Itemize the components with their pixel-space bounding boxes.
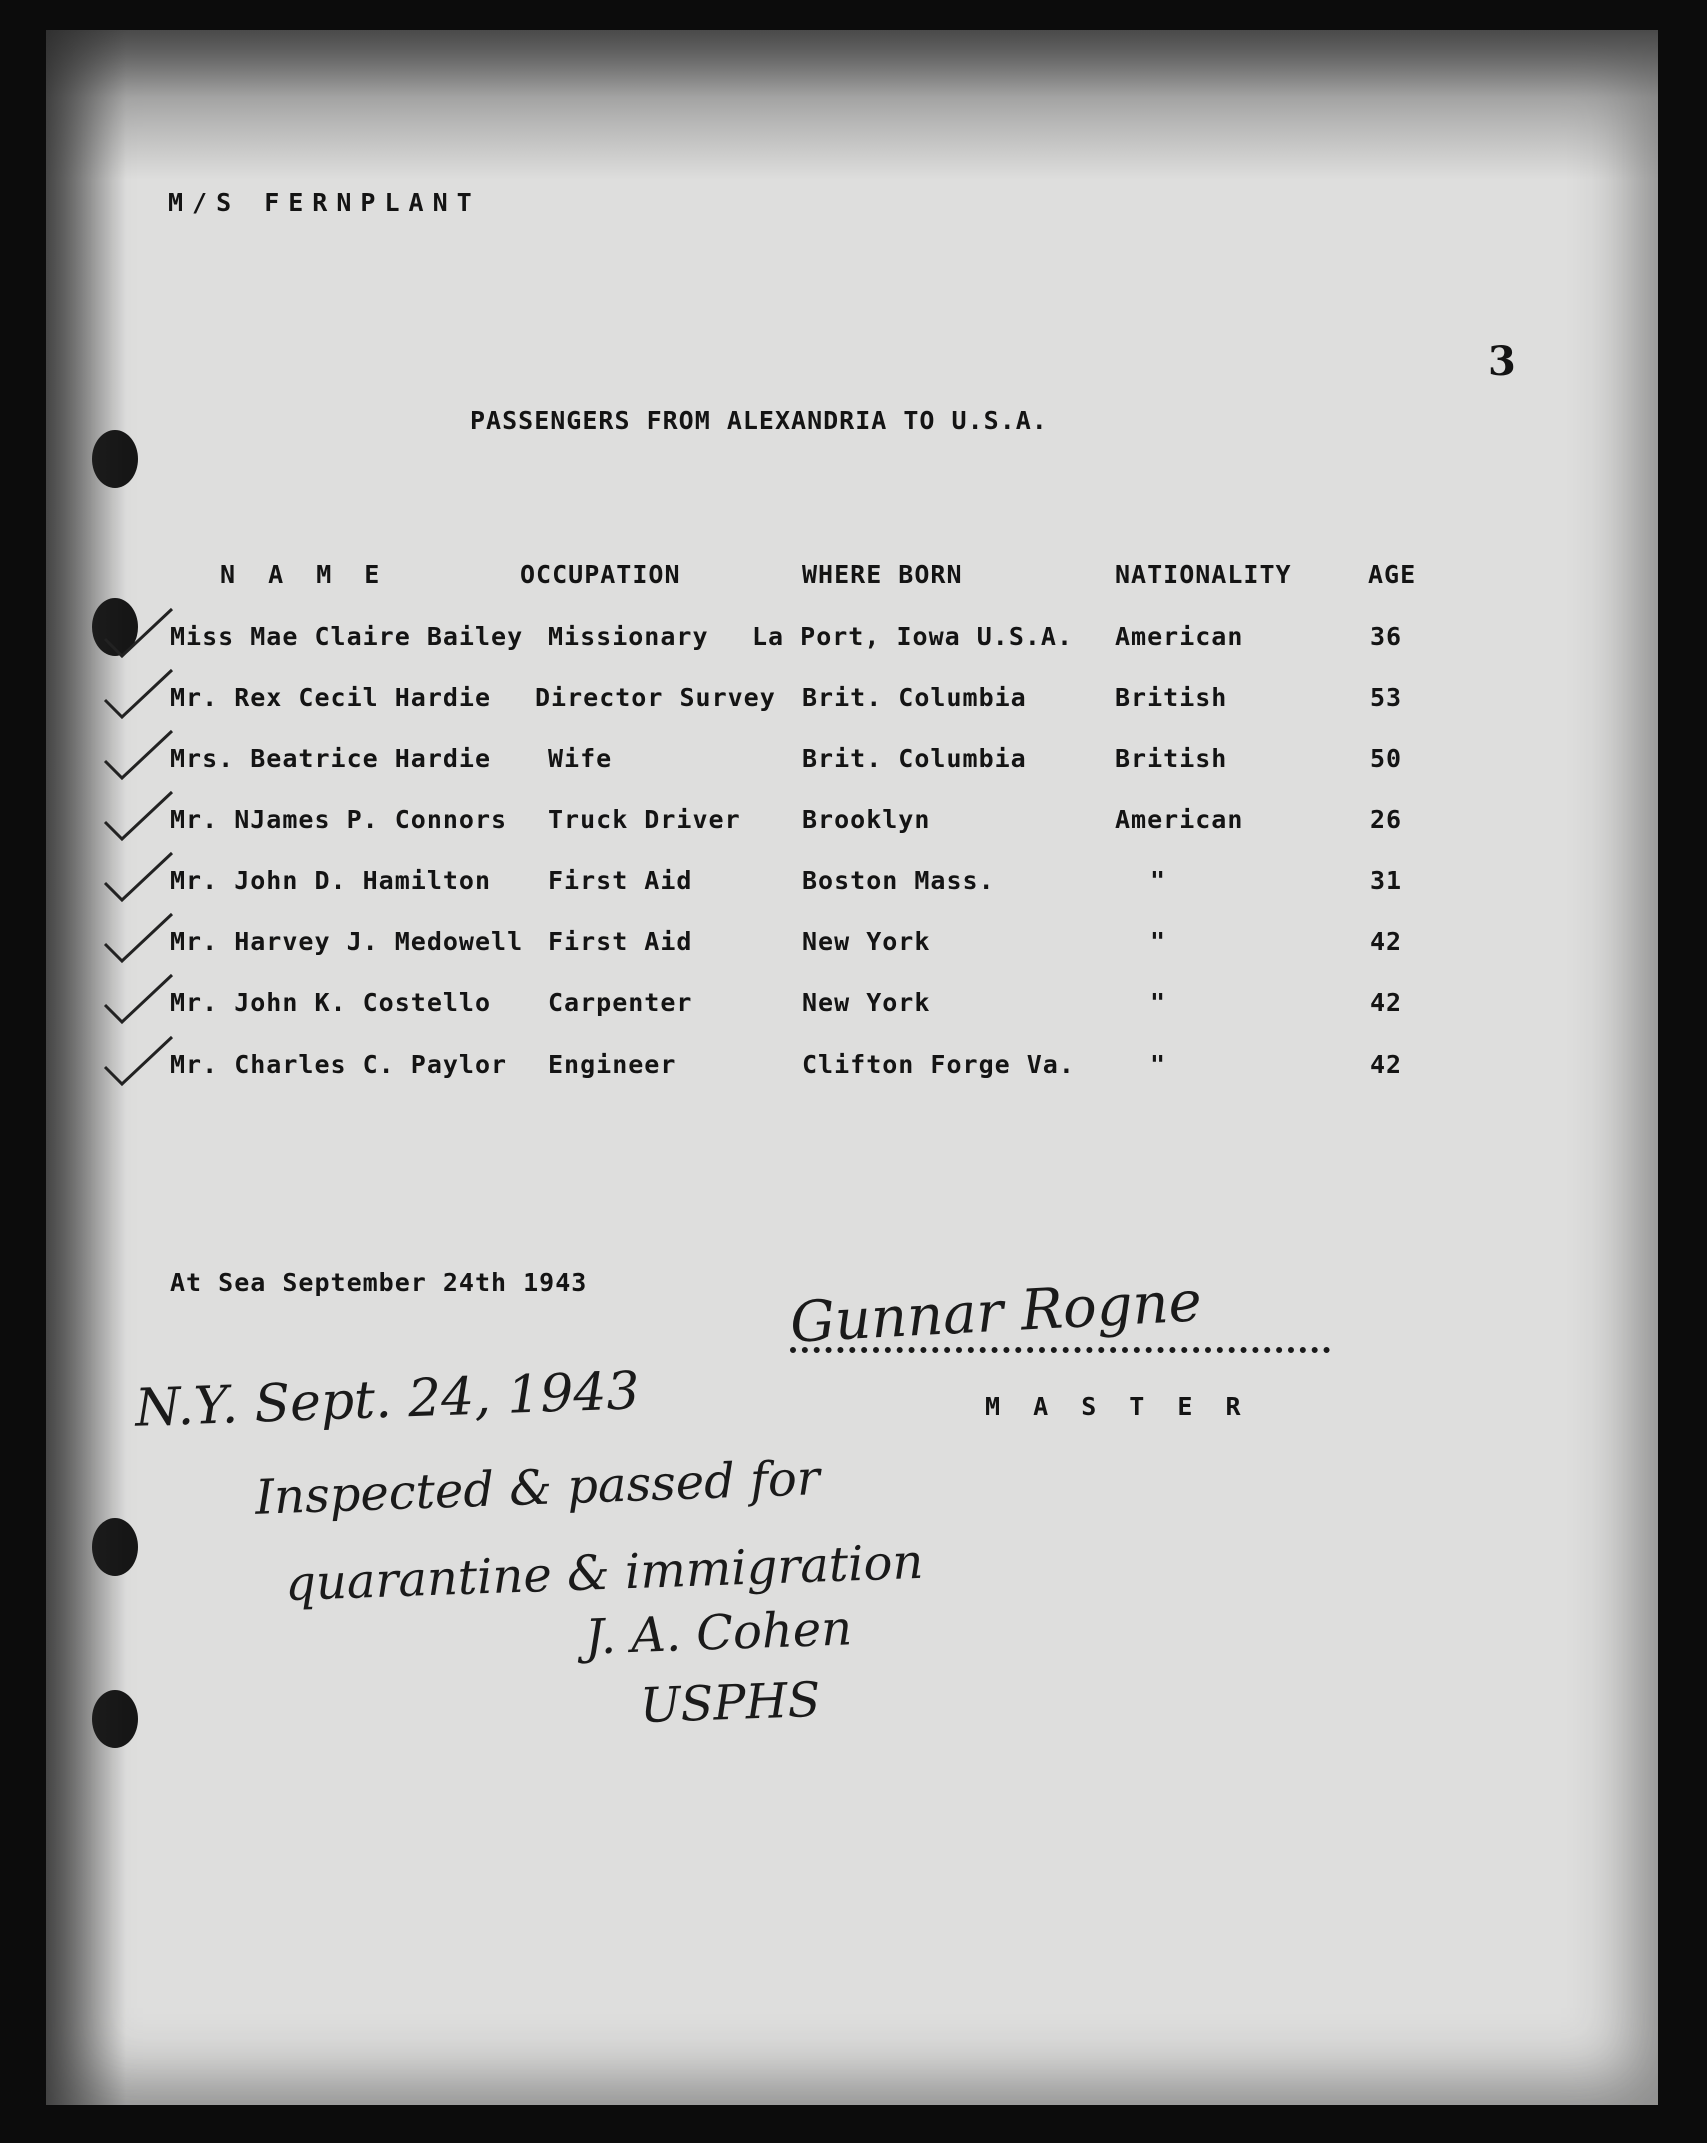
punch-hole [92, 1518, 138, 1576]
passenger-age: 50 [1370, 744, 1403, 773]
passenger-nationality: British [1115, 683, 1228, 712]
master-label: M A S T E R [985, 1392, 1250, 1421]
passenger-birthplace: New York [802, 988, 931, 1017]
passenger-birthplace: Brooklyn [802, 805, 931, 834]
page-title: PASSENGERS FROM ALEXANDRIA TO U.S.A. [470, 406, 1048, 435]
checkmark-icon [100, 665, 180, 725]
page-number: 3 [1488, 338, 1516, 385]
ship-name: M/S FERNPLANT [168, 188, 481, 217]
table-row [0, 866, 1707, 906]
passenger-nationality: " [1150, 988, 1167, 1017]
table-row [0, 805, 1707, 845]
handwritten-inspector-signature: J. A. Cohen [584, 1600, 853, 1666]
column-header-name: N A M E [220, 560, 389, 589]
passenger-nationality: American [1115, 805, 1244, 834]
passenger-occupation: Director Survey [535, 683, 776, 712]
master-signature: Gunnar Rogne [788, 1269, 1204, 1356]
passenger-occupation: Truck Driver [548, 805, 741, 834]
passenger-name: Miss Mae Claire Bailey [170, 622, 524, 651]
handwritten-inspection-line: quarantine & immigration [284, 1533, 925, 1613]
table-row [0, 622, 1707, 662]
checkmark-icon [100, 604, 180, 664]
checkmark-icon [100, 726, 180, 786]
checkmark-icon [100, 970, 180, 1030]
column-header-age: AGE [1368, 560, 1417, 589]
passenger-birthplace: New York [802, 927, 931, 956]
passenger-name: Mr. Charles C. Paylor [170, 1050, 508, 1079]
passenger-occupation: First Aid [548, 866, 693, 895]
passenger-age: 42 [1370, 1050, 1403, 1079]
checkmark-icon [100, 909, 180, 969]
table-row [0, 1050, 1707, 1090]
passenger-nationality: " [1150, 866, 1167, 895]
passenger-birthplace: Brit. Columbia [802, 683, 1027, 712]
handwritten-date: N.Y. Sept. 24, 1943 [134, 1361, 641, 1439]
passenger-birthplace: Clifton Forge Va. [802, 1050, 1075, 1079]
passenger-nationality: " [1150, 927, 1167, 956]
passenger-name: Mr. John D. Hamilton [170, 866, 492, 895]
passenger-name: Mrs. Beatrice Hardie [170, 744, 492, 773]
handwritten-inspection-line: Inspected & passed for [254, 1450, 821, 1526]
passenger-nationality: British [1115, 744, 1228, 773]
passenger-nationality: American [1115, 622, 1244, 651]
table-row [0, 927, 1707, 967]
handwritten-agency: USPHS [639, 1671, 822, 1735]
passenger-age: 42 [1370, 988, 1403, 1017]
passenger-age: 53 [1370, 683, 1403, 712]
passenger-birthplace: La Port, Iowa U.S.A. [752, 622, 1074, 651]
column-header-nationality: NATIONALITY [1115, 560, 1292, 589]
punch-hole [92, 1690, 138, 1748]
column-header-where-born: WHERE BORN [802, 560, 963, 589]
place-and-date: At Sea September 24th 1943 [170, 1268, 588, 1297]
passenger-name: Mr. Rex Cecil Hardie [170, 683, 492, 712]
passenger-age: 31 [1370, 866, 1403, 895]
passenger-nationality: " [1150, 1050, 1167, 1079]
passenger-occupation: Missionary [548, 622, 709, 651]
column-header-occupation: OCCUPATION [520, 560, 681, 589]
table-row [0, 744, 1707, 784]
table-row [0, 683, 1707, 723]
checkmark-icon [100, 1032, 180, 1092]
passenger-birthplace: Boston Mass. [802, 866, 995, 895]
punch-hole [92, 430, 138, 488]
passenger-occupation: First Aid [548, 927, 693, 956]
passenger-occupation: Carpenter [548, 988, 693, 1017]
passenger-name: Mr. Harvey J. Medowell [170, 927, 524, 956]
checkmark-icon [100, 787, 180, 847]
checkmark-icon [100, 848, 180, 908]
passenger-age: 42 [1370, 927, 1403, 956]
passenger-name: Mr. John K. Costello [170, 988, 492, 1017]
passenger-age: 36 [1370, 622, 1403, 651]
signature-line [790, 1347, 1330, 1353]
passenger-age: 26 [1370, 805, 1403, 834]
passenger-occupation: Engineer [548, 1050, 677, 1079]
passenger-birthplace: Brit. Columbia [802, 744, 1027, 773]
passenger-name: Mr. NJames P. Connors [170, 805, 508, 834]
table-row [0, 988, 1707, 1028]
passenger-occupation: Wife [548, 744, 613, 773]
